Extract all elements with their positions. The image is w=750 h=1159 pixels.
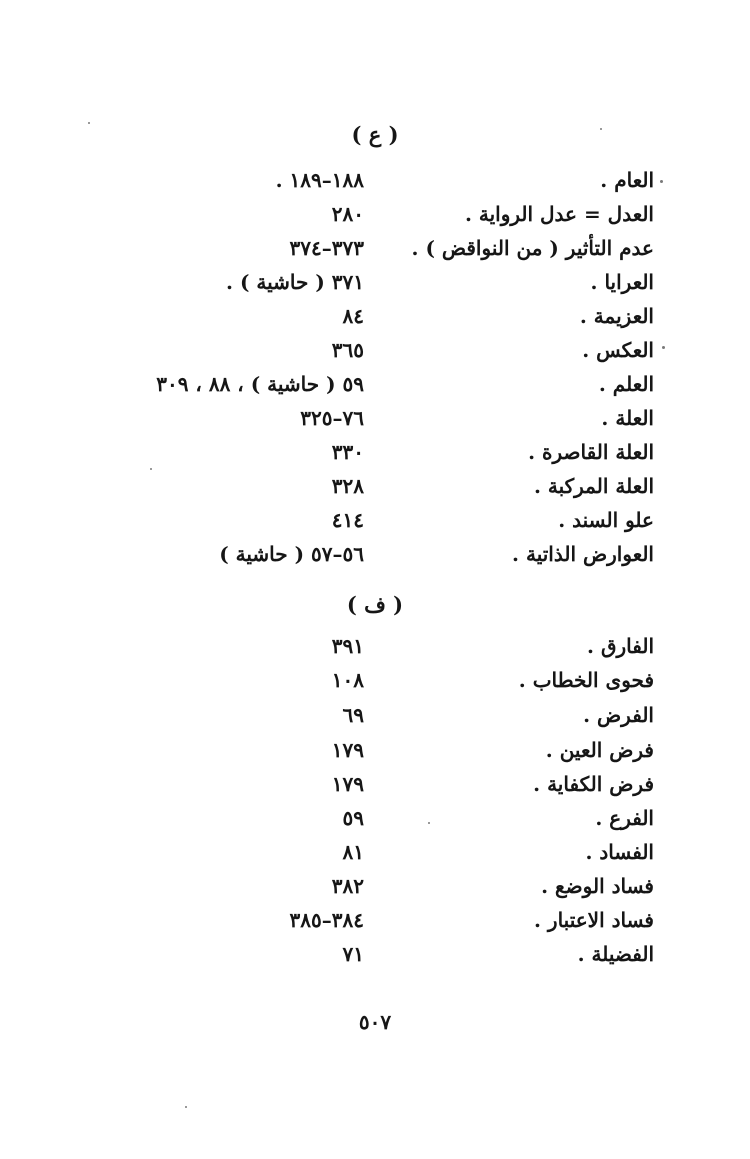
entry-pages: ١٨٨–١٨٩ . — [275, 168, 364, 192]
entry-pages: ٨٤ — [342, 304, 364, 328]
index-entry — [94, 474, 654, 508]
index-entry — [94, 270, 654, 304]
entry-term: فرض العين . — [545, 738, 654, 762]
entry-pages: ٣٨٤–٣٨٥ — [289, 908, 364, 932]
entry-term: عدم التأثير ( من النواقض ) . — [411, 236, 654, 260]
entry-pages: ٧٦–٣٢٥ — [300, 406, 364, 430]
entry-pages: ٥٩ ( حاشية ) ، ٨٨ ، ٣٠٩ — [156, 372, 364, 396]
index-entry — [94, 738, 654, 772]
entry-term: العلة . — [601, 406, 654, 430]
entry-pages: ١٠٨ — [331, 668, 364, 692]
scan-speck — [150, 468, 152, 470]
section-header-ain: ( ع ) — [351, 122, 399, 147]
entry-pages: ١٧٩ — [331, 772, 364, 796]
entry-pages: ٣٩١ — [331, 634, 364, 658]
scan-speck — [660, 180, 663, 183]
scan-speck — [662, 346, 665, 349]
entry-pages: ٧١ — [342, 942, 364, 966]
entry-term: علو السند . — [558, 508, 654, 532]
entry-pages: ٣٣٠ — [331, 440, 364, 464]
entry-pages: ٢٨٠ — [331, 202, 364, 226]
section-header-fa: ( ف ) — [346, 592, 404, 617]
entry-term: فساد الوضع . — [541, 874, 654, 898]
entry-term: الفساد . — [585, 840, 654, 864]
entry-pages: ٣٢٨ — [331, 474, 364, 498]
entry-pages: ٣٦٥ — [331, 338, 364, 362]
entry-term: فرض الكفاية . — [533, 772, 654, 796]
index-entry — [94, 942, 654, 976]
entry-term: فحوى الخطاب . — [518, 668, 654, 692]
entry-term: العلم . — [598, 372, 654, 396]
index-entry — [94, 406, 654, 440]
entry-pages: ٨١ — [342, 840, 364, 864]
entry-term: فساد الاعتبار . — [533, 908, 654, 932]
entry-pages: ٤١٤ — [331, 508, 364, 532]
index-entry — [94, 542, 654, 576]
index-entry — [94, 202, 654, 236]
index-entry — [94, 908, 654, 942]
index-entry — [94, 508, 654, 542]
index-entry — [94, 372, 654, 406]
entry-term: العوارض الذاتية . — [512, 542, 654, 566]
index-entry — [94, 806, 654, 840]
index-entry — [94, 236, 654, 270]
scan-speck — [88, 122, 90, 124]
index-entry — [94, 840, 654, 874]
page-number: ٥٠٧ — [358, 1010, 392, 1034]
entry-term: الفرض . — [583, 703, 654, 727]
index-entry — [94, 304, 654, 338]
scan-speck — [600, 128, 602, 130]
scan-speck — [428, 822, 430, 824]
index-entry — [94, 772, 654, 806]
entry-term: العدل = عدل الرواية . — [464, 202, 654, 226]
entry-term: العزيمة . — [579, 304, 654, 328]
index-entry — [94, 668, 654, 702]
entry-term: العكس . — [582, 338, 654, 362]
entry-term: الفرع . — [595, 806, 654, 830]
entry-term: العلة القاصرة . — [528, 440, 654, 464]
entry-pages: ٥٩ — [342, 806, 364, 830]
entry-pages: ٣٧١ ( حاشية ) . — [226, 270, 364, 294]
index-entry — [94, 874, 654, 908]
index-entry — [94, 338, 654, 372]
entry-pages: ٣٨٢ — [331, 874, 364, 898]
entry-term: العرايا . — [590, 270, 654, 294]
entry-term: الفارق . — [587, 634, 654, 658]
entry-pages: ٥٦–٥٧ ( حاشية ) — [219, 542, 364, 566]
index-entry — [94, 703, 654, 737]
entry-term: العلة المركبة . — [533, 474, 654, 498]
entry-term: العام . — [600, 168, 654, 192]
entry-pages: ١٧٩ — [331, 738, 364, 762]
entry-pages: ٦٩ — [342, 703, 364, 727]
index-entry — [94, 168, 654, 202]
scan-speck — [185, 1106, 187, 1108]
entry-pages: ٣٧٣–٣٧٤ — [289, 236, 364, 260]
index-entry — [94, 440, 654, 474]
index-entry — [94, 634, 654, 668]
entry-term: الفضيلة . — [577, 942, 654, 966]
